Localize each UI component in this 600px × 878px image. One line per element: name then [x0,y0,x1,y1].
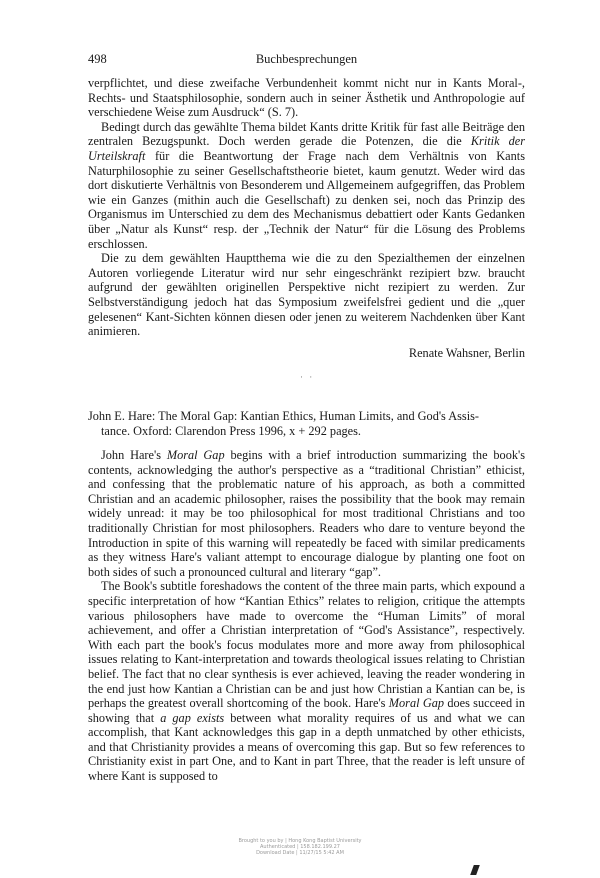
german-review-body [88,76,525,339]
italic-emphasis: a gap exists [160,710,225,725]
scan-artifact [470,865,480,875]
page-header [88,52,525,68]
reviewer-signature: Renate Wahsner, Berlin [408,346,525,360]
german-paragraph-3: Die zu dem gewählten Hauptthema wie die zu den Spezialthemen der einzelnen Autoren vorliegende Literatur wird nur sehr eingeschränkt rezipiert bzw. braucht aufgrund der gewählten originellen Perspektive nicht rezipiert zu werden. Zur Selbstverständigung jedoch hat das Symposium zweifelsfrei gedient und die „quer gelesenen“ Kant-Sichten können diesen oder jenen zu weiterem Nachdenken über Kant animieren. [88,251,525,339]
running-title: Buchbesprechungen [255,52,358,66]
footer-line-3: Download Date | 11/27/15 5:42 AM [256,850,344,856]
book-publication-info: tance. Oxford: Clarendon Press 1996, x + 292 pages. [101,423,361,438]
italic-title: Moral Gap [166,448,225,462]
footer-line-2: Authenticated | 158.182.199.27 [260,844,340,850]
book-title: The Moral Gap: Kantian Ethics, Human Limits, and God's Assis- [158,409,479,423]
english-paragraph-1: John Hare's Moral Gap begins with a brief introduction summarizing the book's contents, acknowledging the author's perspective as a “traditional Christian” ethicist, and confessing that the problematic nature of his approach, as both a committed Christian and an academic philosopher, raises the possibility that the book may remain widely unread: it may be too philosophical for most traditional Christians and too traditionally Christian for most philosophers. Readers who dare to venture beyond the Introduction in spite of this warning will repeatedly be faced with similar predicaments as they witness Hare's valiant attempt to encourage dialogue by planting one foot on both sides of such a pronounced cultural and literary “gap”. [88,448,525,579]
download-footer [0,838,600,856]
italic-title: Kritik der Urteilskraft [88,134,525,163]
english-review-body [88,448,525,784]
footer-line-1: Brought to you by | Hong Kong Baptist University [238,838,362,844]
german-paragraph-2: Bedingt durch das gewählte Thema bildet Kants dritte Kritik für fast alle Beiträge den zentralen Bezugspunkt. Doch werden gerade die Potenzen, die die Kritik der Urteilskraft für die Beantwortung der Frage nach dem Verhältnis von Kants Naturphilosophie zu seiner Gesellschaftstheorie bietet, kaum genutzt. Weder wird das dort diskutierte Verhältnis von Besonderem und Allgemeinem aufgegriffen, das Problem wie ein Ganzes (mithin auch die Gesellschaft) zu denken sei, noch das Prinzip des Organismus im Unterschied zu dem des Mechanismus debattiert oder Kants Gedanken über „Natur als Kunst“ resp. der „Technik der Natur“ für die Lösung des Problems erschlossen. [88,119,525,251]
italic-title: Moral Gap [388,696,445,711]
page-number: 498 [88,52,107,66]
german-paragraph-1: verpflichtet, und diese zweifache Verbundenheit kommt nicht nur in Kants Moral-, Rechts- und Staatsphilosophie, sondern auch in seiner Ästhetik und Anthropologie auf verschiedene Weise zum Ausdruck“ (S. 7). [88,76,525,120]
review-heading [88,409,525,438]
separator-dots: · · [300,372,315,382]
book-author: John E. Hare: [88,409,159,423]
english-paragraph-2: The Book's subtitle foreshadows the content of the three main parts, which expound a specific interpretation of how “Kantian Ethics” relates to religion, critique the attempts various philosophers have made to overcome the “Human Limits” of moral achievement, and offer a Christian interpretation of “God's Assistance”, respectively. With each part the book's focus modulates more and more away from philosophical issues relating to Kant-interpretation and towards theological issues relating to Christian belief. The fact that no clear synthesis is ever achieved, leaving the reader wondering in the end just how Kantian a Christian can be and just how Christian a Kantian can be, is perhaps the greatest overall shortcoming of the book. Hare's Moral Gap does succeed in showing that a gap exists between what morality requires of us and what we can accomplish, that Kant acknowledges this gap in a depth unmatched by other ethicists, and that Christianity provides a means of overcoming this gap. But so few references to Christianity exist in part One, and to Kant in part Three, that the reader is left unsure of where Kant is supposed to [88,579,525,784]
